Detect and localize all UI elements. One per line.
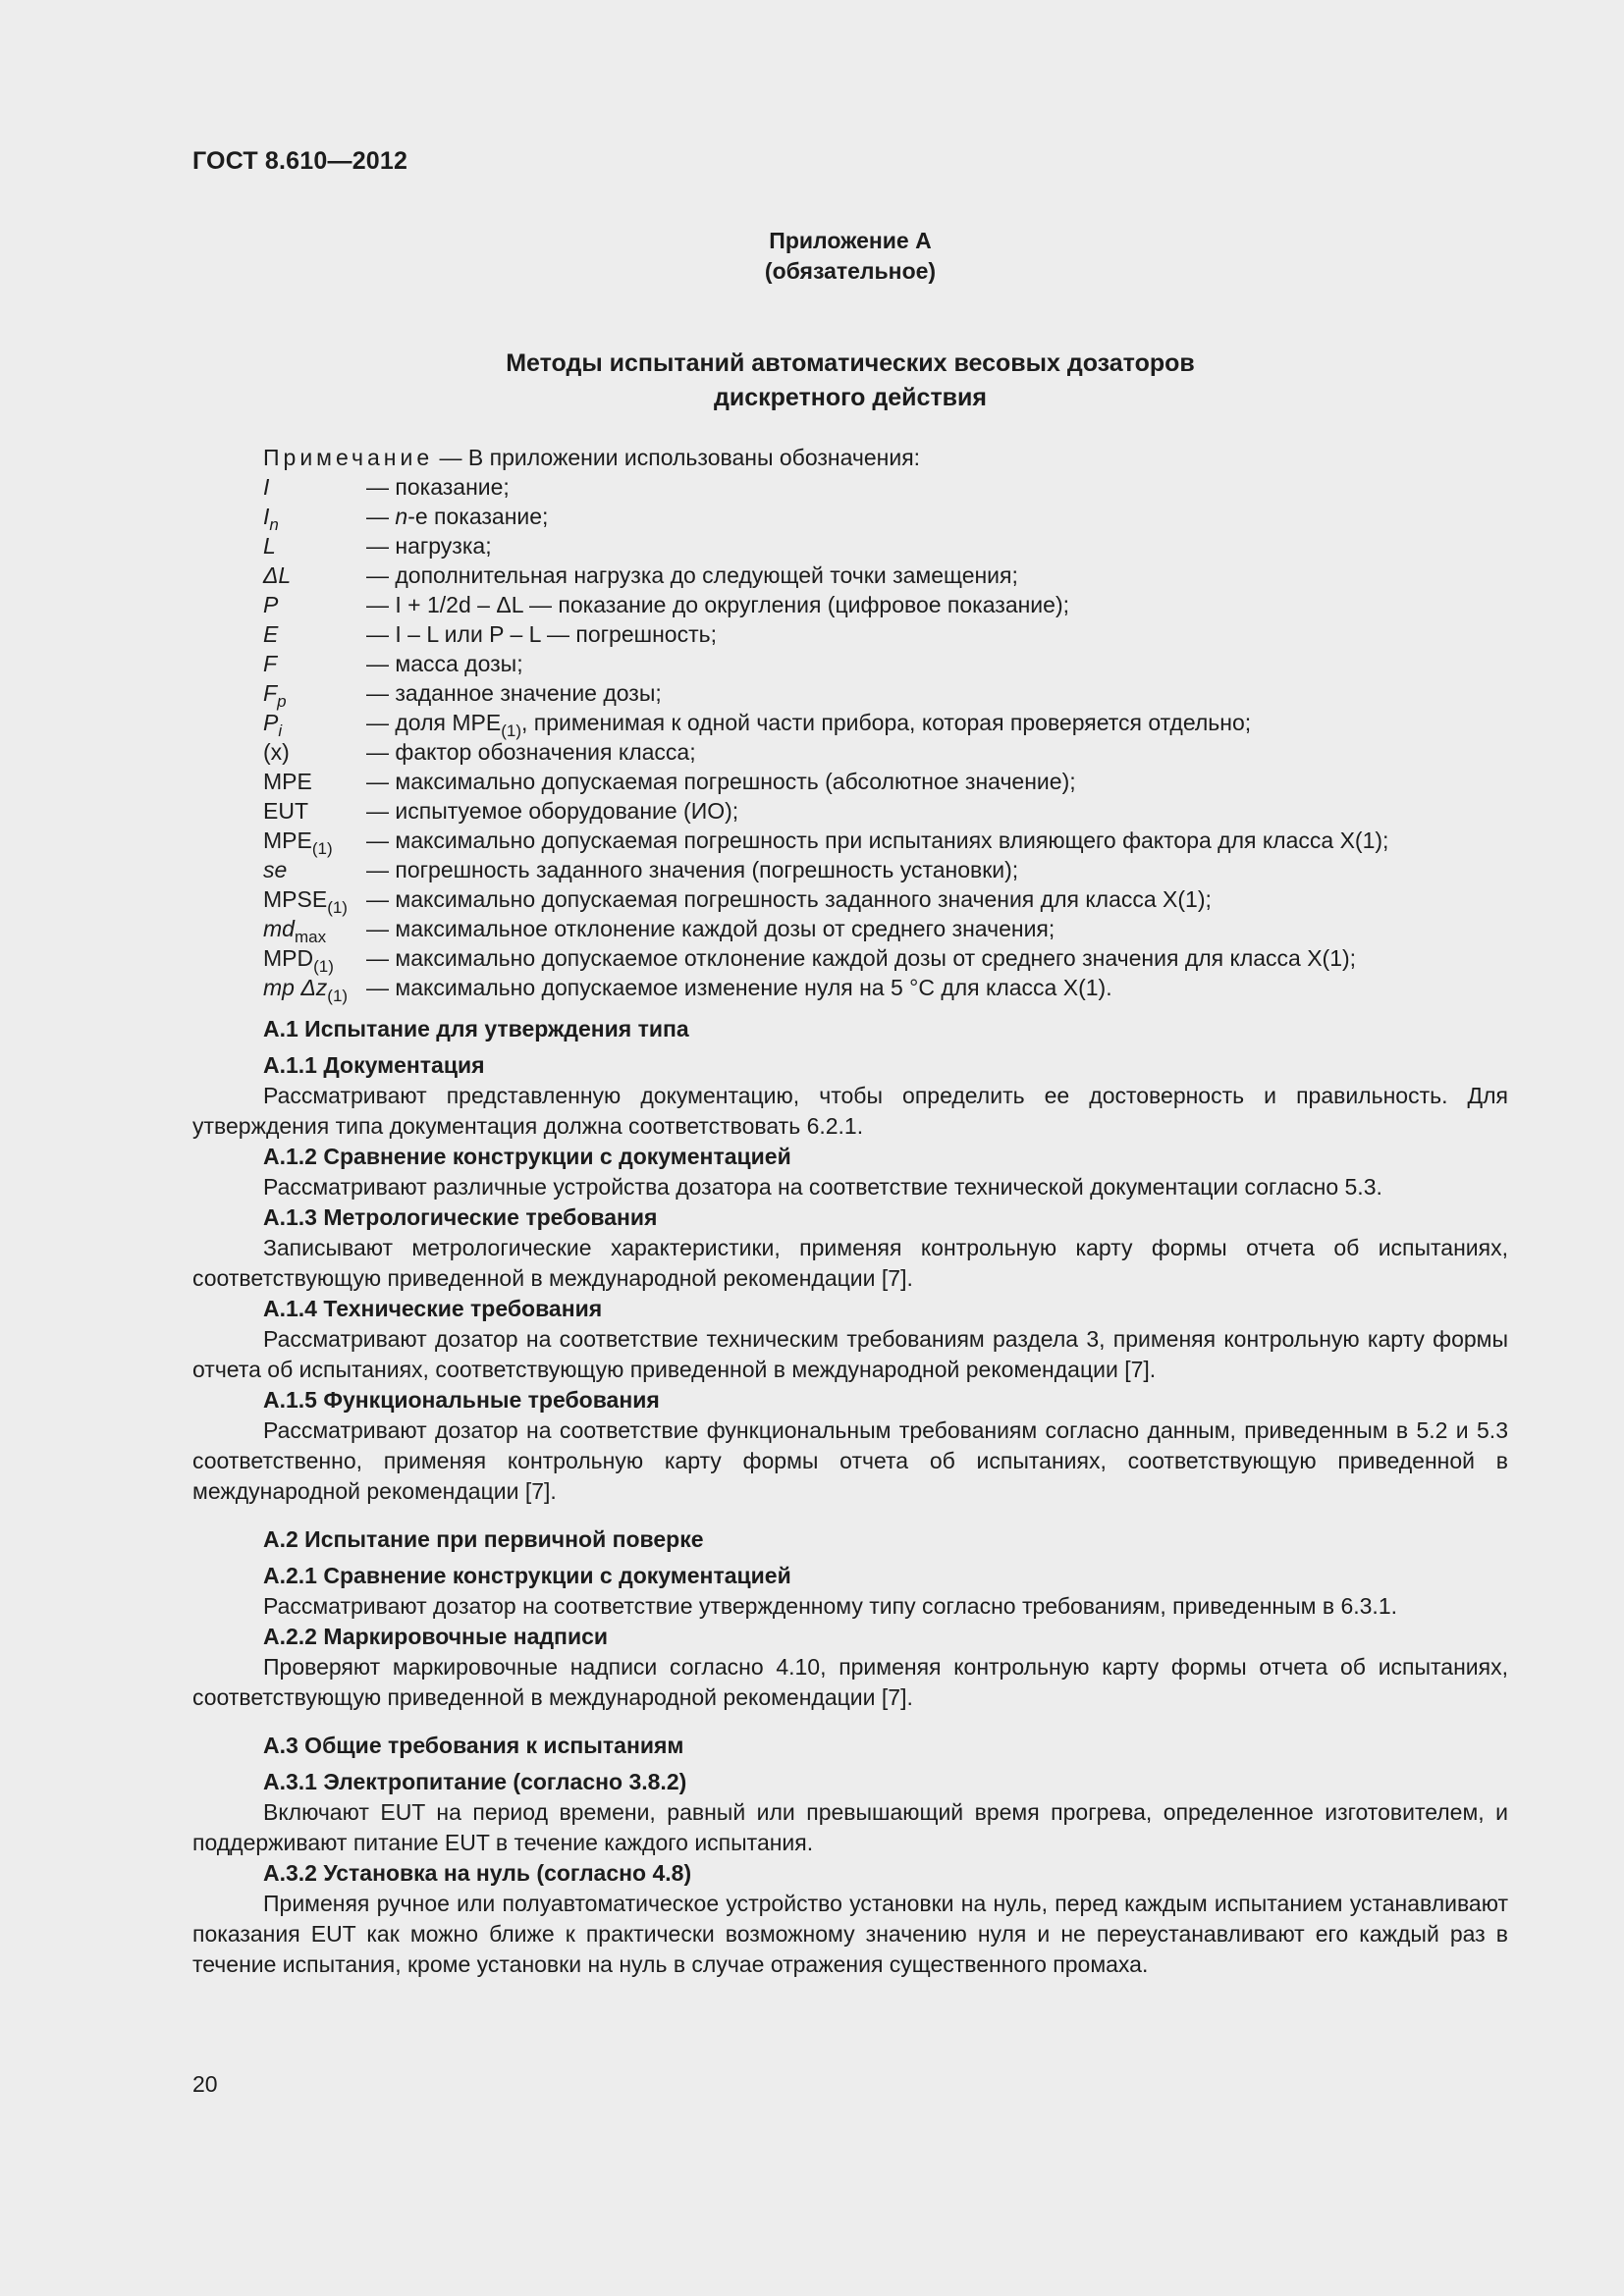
appendix-heading: [0, 226, 1624, 287]
legend-desc: — масса дозы;: [366, 651, 523, 676]
section-a3-1-text: Включают EUT на период времени, равный или превышающий время прогрева, определенное изготовителем, и поддерживают питание EUT в течение каждого испытания.: [192, 1799, 1508, 1855]
legend-desc: — максимальное отклонение каждой дозы от среднего значения;: [366, 916, 1056, 941]
section-a3-1-heading: А.3.1 Электропитание (согласно 3.8.2): [263, 1769, 687, 1794]
legend-symbol: $I_n$: [263, 504, 279, 534]
legend-desc: — заданное значение дозы;: [366, 680, 662, 706]
legend-row: [263, 472, 1530, 502]
legend-symbol: E: [263, 621, 279, 647]
legend-row: [263, 737, 1530, 767]
section-a1-4-heading: А.1.4 Технические требования: [263, 1296, 603, 1321]
legend-symbol: $P_i$: [263, 710, 283, 740]
legend-symbol: EUT: [263, 798, 308, 824]
legend-desc: — фактор обозначения класса;: [366, 739, 696, 765]
section-a1-2-text: Рассматривают различные устройства дозатора на соответствие технической документации согласно 5.3.: [263, 1174, 1382, 1200]
legend-row: [263, 767, 1530, 796]
legend-desc: — погрешность заданного значения (погрешность установки);: [366, 857, 1019, 882]
legend-row: [263, 708, 1530, 740]
section-a1-1-heading: А.1.1 Документация: [263, 1052, 485, 1078]
legend-symbol: mp $\Delta z_{(1)}$: [263, 975, 349, 1005]
legend-symbol: $MPD_{(1)}$: [263, 945, 334, 976]
legend-desc: — максимально допускаемое изменение нуля на 5 °С для класса X(1).: [366, 975, 1112, 1000]
note-word: Примечание: [263, 445, 434, 470]
legend-row: [263, 973, 1530, 1005]
legend-desc: — испытуемое оборудование (ИО);: [366, 798, 739, 824]
legend-desc: — доля $MPE_{(1)}$, применимая к одной части прибора, которая проверяется отдельно;: [366, 710, 1252, 740]
legend-symbol: $MPSE_{(1)}$: [263, 886, 348, 917]
appendix-title: [0, 347, 1624, 415]
legend-desc: — максимально допускаемая погрешность при испытаниях влияющего фактора для класса X(1);: [366, 828, 1389, 853]
legend-row: [263, 649, 1530, 678]
note-heading: [263, 443, 1530, 472]
legend-row: [263, 914, 1530, 946]
legend-symbol: $MPE_{(1)}$: [263, 828, 333, 858]
appendix-status: (обязательное): [764, 258, 937, 284]
legend-row: [263, 678, 1530, 711]
section-a1-1-text: Рассматривают представленную документацию, чтобы определить ее достоверность и правильность. Для утверждения типа документация должна соответствовать 6.2.1.: [192, 1083, 1508, 1139]
legend-row: [263, 590, 1530, 619]
legend-symbol: $F_p$: [263, 680, 287, 711]
legend-desc: — показание;: [366, 474, 510, 500]
section-a1-heading: А.1 Испытание для утверждения типа: [263, 1016, 689, 1041]
legend-row: [263, 884, 1530, 917]
section-a1-5-text: Рассматривают дозатор на соответствие функциональным требованиям согласно данным, приведенным в 5.2 и 5.3 соответственно, применяя контрольную карту формы отчета об испытаниях, соответствующую приведенной в международной рекомендации [7].: [192, 1417, 1508, 1504]
section-a2-2-heading: А.2.2 Маркировочные надписи: [263, 1624, 609, 1649]
section-a1-3-text: Записывают метрологические характеристики, применяя контрольную карту формы отчета об испытаниях, соответствующую приведенной в международной рекомендации [7].: [192, 1235, 1508, 1291]
legend-symbol: P: [263, 592, 279, 617]
legend-desc: — максимально допускаемая погрешность заданного значения для класса X(1);: [366, 886, 1212, 912]
title-line-2: дискретного действия: [713, 384, 988, 411]
note-text: — В приложении использованы обозначения:: [439, 445, 921, 470]
legend-row: [263, 826, 1530, 858]
legend-symbol: se: [263, 857, 288, 882]
legend-desc: — дополнительная нагрузка до следующей точки замещения;: [366, 562, 1018, 588]
legend-desc: — n-е показание;: [366, 504, 549, 529]
document-code: ГОСТ 8.610—2012: [192, 147, 408, 175]
notation-note: [263, 443, 1530, 1005]
legend-row: [263, 796, 1530, 826]
legend-row: [263, 502, 1530, 534]
legend-desc: — максимально допускаемая погрешность (абсолютное значение);: [366, 769, 1076, 794]
section-a2-heading: А.2 Испытание при первичной поверке: [263, 1526, 704, 1552]
legend-desc: — максимально допускаемое отклонение каждой дозы от среднего значения для класса X(1);: [366, 945, 1357, 971]
legend-symbol: MPE: [263, 769, 312, 794]
legend-symbol: L: [263, 533, 276, 559]
title-line-1: Методы испытаний автоматических весовых дозаторов: [506, 349, 1195, 377]
section-a2-1-text: Рассматривают дозатор на соответствие утвержденному типу согласно требованиям, приведенным в 6.3.1.: [263, 1593, 1397, 1619]
section-a1-2-heading: А.1.2 Сравнение конструкции с документацией: [263, 1144, 791, 1169]
legend-row: [263, 855, 1530, 884]
document-body: [192, 1014, 1508, 1980]
page-number: 20: [192, 2071, 218, 2097]
section-a2-2-text: Проверяют маркировочные надписи согласно 4.10, применяя контрольную карту формы отчета об испытаниях, соответствующую приведенной в международной рекомендации [7].: [192, 1654, 1508, 1710]
legend-desc: — нагрузка;: [366, 533, 492, 559]
appendix-label: Приложение А: [769, 228, 932, 253]
section-a2-1-heading: А.2.1 Сравнение конструкции с документацией: [263, 1563, 791, 1588]
legend-row: [263, 531, 1530, 561]
section-a1-5-heading: А.1.5 Функциональные требования: [263, 1387, 660, 1413]
legend-row: [263, 619, 1530, 649]
section-a1-3-heading: А.1.3 Метрологические требования: [263, 1204, 658, 1230]
legend-row: [263, 561, 1530, 590]
legend-symbol: (x): [263, 739, 290, 765]
legend-symbol: I: [263, 474, 270, 500]
section-a3-2-text: Применяя ручное или полуавтоматическое устройство установки на нуль, перед каждым испытанием устанавливают показания EUT как можно ближе к практически возможному значению нуля и не переустанавливают его каждый раз в течение испытания, кроме установки на нуль в случае отражения существенного промаха.: [192, 1891, 1508, 1977]
legend-symbol: ΔL: [263, 562, 292, 588]
legend-symbol: $md_{max}$: [263, 916, 327, 946]
section-a3-2-heading: А.3.2 Установка на нуль (согласно 4.8): [263, 1860, 692, 1886]
section-a3-heading: А.3 Общие требования к испытаниям: [263, 1733, 684, 1758]
legend-desc: — I + 1/2d – ΔL — показание до округления (цифровое показание);: [366, 592, 1069, 617]
section-a1-4-text: Рассматривают дозатор на соответствие техническим требованиям раздела 3, применяя контрольную карту формы отчета об испытаниях, соответствующую приведенной в международной рекомендации [7].: [192, 1326, 1508, 1382]
legend-symbol: F: [263, 651, 278, 676]
legend-row: [263, 943, 1530, 976]
legend-desc: — I – L или P – L — погрешность;: [366, 621, 717, 647]
